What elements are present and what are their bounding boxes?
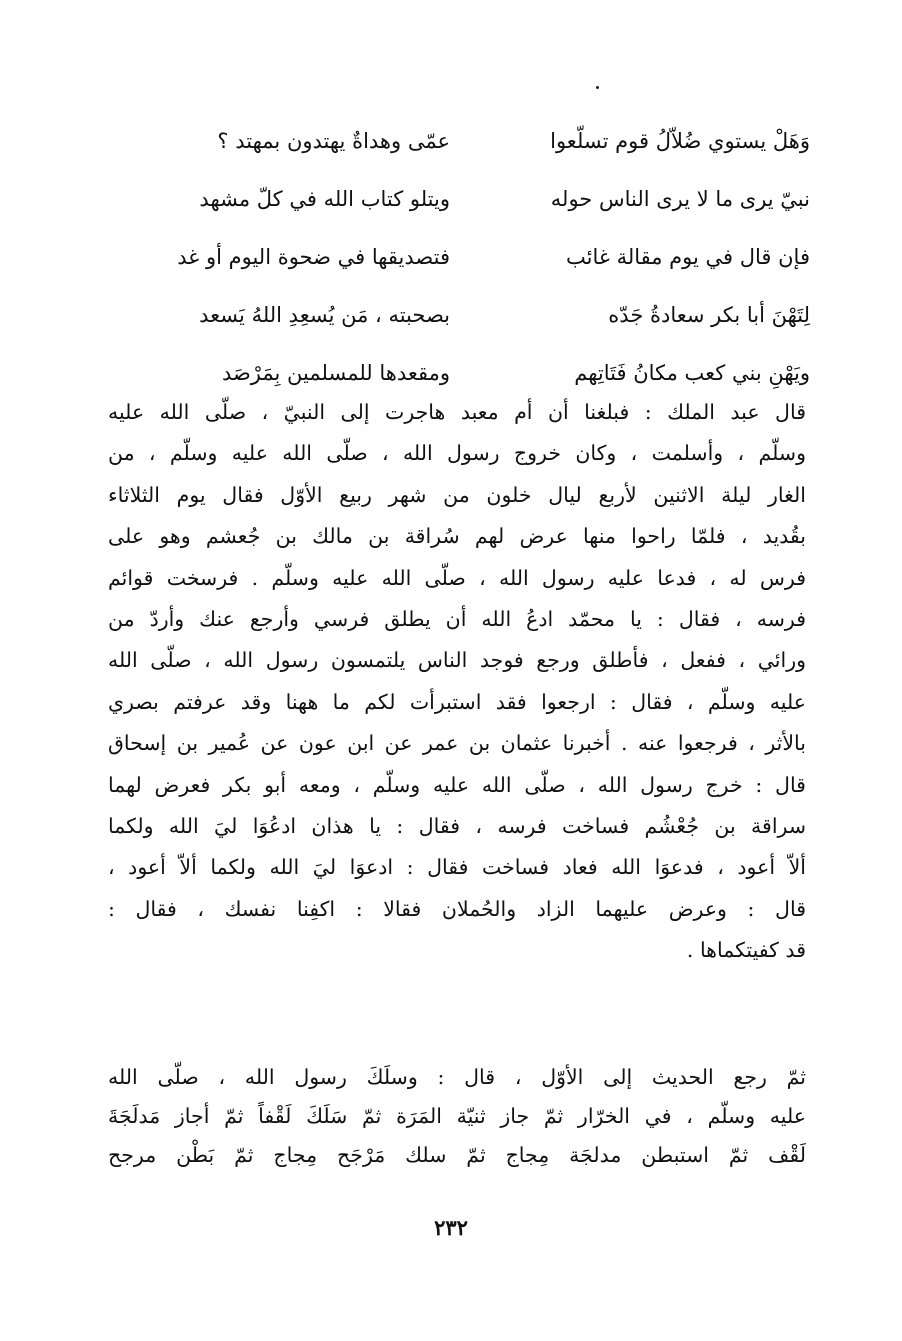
prose-line: بالأثر ، فرجعوا عنه . أخبرنا عثمان بن عمر عن ابن عون عن عُمير بن إسحاق xyxy=(108,731,806,756)
prose-line: قال عبد الملك : فبلغنا أن أم معبد هاجرت إلى النبيّ ، صلّى الله عليه xyxy=(108,400,806,424)
prose-line: بقُديد ، فلمّا راحوا منها عرض لهم سُراقة بن مالك بن جُعشم وهو على xyxy=(108,524,806,549)
prose-line: قال : وعرض عليهما الزاد والحُملان فقالا : اكفِنا نفسك ، فقال : xyxy=(108,896,806,921)
prose-line: سراقة بن جُعْشُم فساخت فرسه ، فقال : يا هذان ادعُوَا ليَ الله ولكما xyxy=(108,814,806,839)
prose-paragraph xyxy=(108,392,806,972)
prose-line: ورائي ، ففعل ، فأطلق ورجع فوجد الناس يلتمسون رسول الله ، صلّى الله xyxy=(108,648,806,673)
prose-line: الغار ليلة الاثنين لأربع ليال خلون من شهر ربيع الأوّل فقال يوم الثلاثاء xyxy=(108,482,806,507)
verse-second-hemistich: فتصديقها في ضحوة اليوم أو غد xyxy=(177,244,450,269)
prose-line: عليه وسلّم ، فقال : ارجعوا فقد استبرأت لكم ما ههنا وقد عرفتم بصري xyxy=(108,689,806,714)
verse-line xyxy=(110,286,810,344)
prose-line: ألاّ أعود ، فدعوَا الله فعاد فساخت فقال : ادعوَا ليَ الله ولكما ألاّ أعود ، xyxy=(108,855,806,880)
prose-line: ثمّ رجع الحديث إلى الأوّل ، قال : وسلَكَ رسول الله ، صلّى الله xyxy=(108,1065,806,1089)
verse-second-hemistich: ومقعدها للمسلمين بِمَرْصَد xyxy=(221,360,450,385)
verse-first-hemistich: ويَهْنِ بني كعب مكانُ فَتَاتِهم xyxy=(574,360,810,385)
verse-first-hemistich: فإن قال في يوم مقالة غائب xyxy=(566,244,810,269)
prose-line: قد كفيتكماها . xyxy=(686,938,806,963)
verse-first-hemistich: وَهَلْ يستوي ضُلاّلُ قوم تسلّعوا xyxy=(550,128,810,153)
verse-line xyxy=(110,228,810,286)
prose-line: عليه وسلّم ، في الخرّار ثمّ جاز ثنيّة المَرَة ثمّ سَلَكَ لَقْفاً ثمّ أجاز مَدلَجَةَ xyxy=(108,1104,806,1128)
second-paragraph xyxy=(108,1058,806,1175)
prose-line: وسلّم ، وأسلمت ، وكان خروج رسول الله ، صلّى الله عليه وسلّم ، من xyxy=(108,441,806,466)
verse-line xyxy=(110,112,810,170)
prose-line: قال : خرج رسول الله ، صلّى الله عليه وسلّم ، ومعه أبو بكر فعرض لهما xyxy=(108,772,806,797)
prose-line: فرس له ، فدعا عليه رسول الله ، صلّى الله عليه وسلّم . فرسخت قوائم xyxy=(108,565,806,590)
verse-first-hemistich: لِتَهْنَ أبا بكر سعادةُ جَدّه xyxy=(608,302,810,327)
verse-line xyxy=(110,170,810,228)
verse-second-hemistich: بصحبته ، مَن يُسعِدِ اللهُ يَسعد xyxy=(199,302,450,327)
verse-second-hemistich: عمّى وهداةٌ يهتدون بمهتد ؟ xyxy=(217,128,450,153)
verse-second-hemistich: ويتلو كتاب الله في كلّ مشهد xyxy=(199,186,450,211)
page-number: ٢٣٢ xyxy=(434,1215,468,1240)
ink-mark xyxy=(596,86,599,89)
prose-line: لَقْف ثمّ استبطن مدلجَة مِجاج ثمّ سلك مَرْجَح مِجاج ثمّ بَطْن مرجح xyxy=(108,1143,806,1167)
verse-first-hemistich: نبيّ يرى ما لا يرى الناس حوله xyxy=(550,186,810,211)
prose-line: فرسه ، فقال : يا محمّد ادعُ الله أن يطلق فرسي وأرجع عنك وأردّ من xyxy=(108,607,806,632)
poem-verses xyxy=(110,112,810,402)
